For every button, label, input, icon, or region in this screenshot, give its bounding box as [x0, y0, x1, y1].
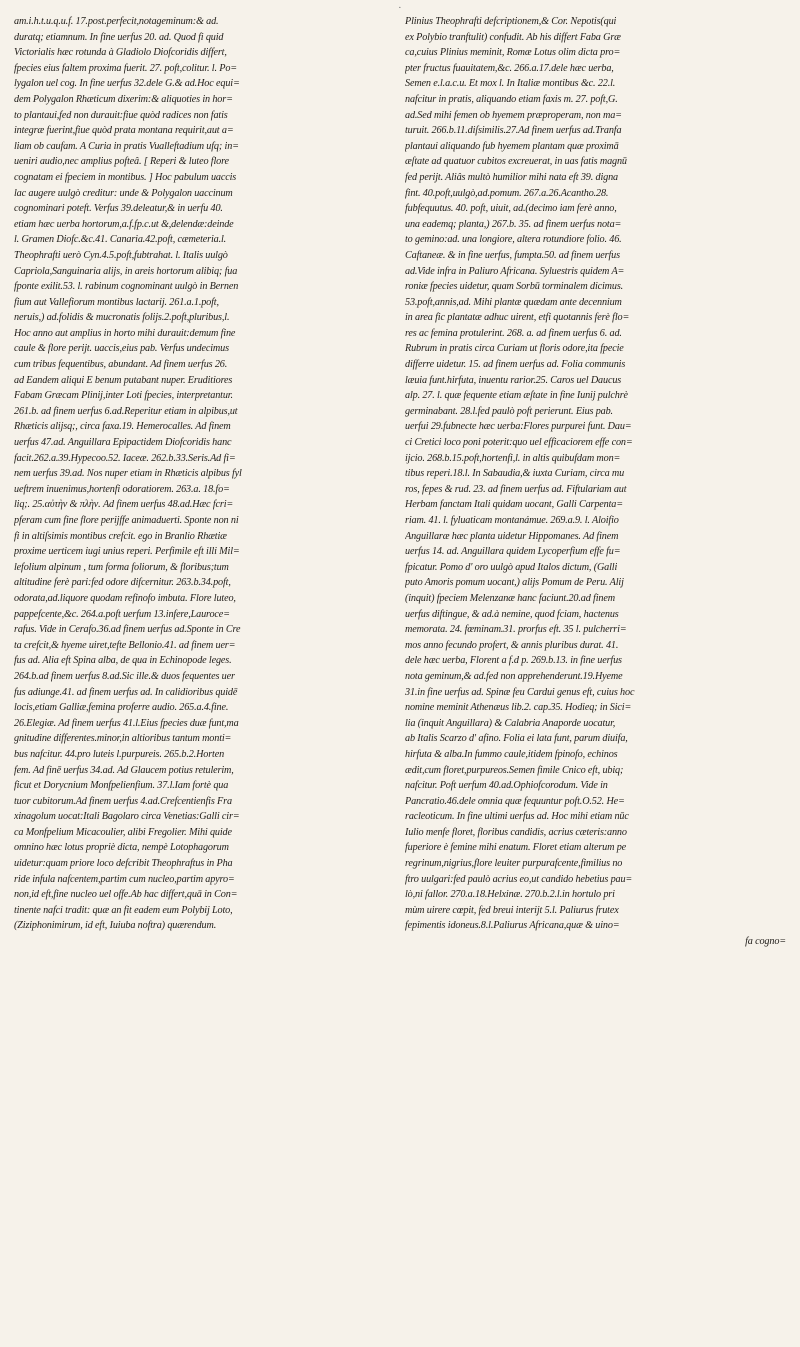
text-line: germinabant. 28.l.fed paulò poft perierunt. Eius pab. [405, 405, 613, 417]
text-line: ros, fepes & rud. 23. ad finem uerfus ad. Fiftulariam aut [405, 483, 627, 495]
text-line: Semen e.l.a.c.u. Et mox l. In Italiæ montibus &c. 22.l. [405, 78, 616, 90]
right-column [405, 14, 790, 950]
text-line: ta crefcit,& hyeme uiret,tefte Bellonio.41. ad finem uer= [14, 639, 236, 651]
text-line: memorata. 24. fœminam.31. prorfus eft. 35 l. pulcherri= [405, 624, 627, 636]
text-line: regrinum,nigrius,flore leuiter purpurafcente,fimilius no [405, 858, 623, 870]
text-line: mùm uirere cœpit, fed breui interijt 5.l. Paliurus frutex [405, 904, 619, 916]
text-line: l. Gramen Diofc.&c.41. Canaria.42.poft, cæmeteria.l. [14, 234, 227, 246]
text-line: ca,cuius Plinius meminit, Romæ Lotus olim dicta pro= [405, 47, 621, 59]
text-line: Fabam Græcam Plinij,inter Loti fpecies, interpretantur. [14, 390, 233, 402]
text-line: integræ fuerint,fiue quòd prata montana requirit,aut a= [14, 125, 234, 137]
text-line: duratq; etiamnum. In fine uerfus 20. ad. Quod fi quid [14, 31, 224, 43]
text-line: tibus reperi.18.l. In Sabaudia,& iuxta Curiam, circa mu [405, 468, 625, 480]
text-line: Rhæticis alijsq;, circa faxa.19. Hemerocalles. Ad finem [14, 421, 231, 433]
text-line: læuia funt.hirfuta, inuentu rarior.25. Caros uel Daucus [405, 374, 622, 386]
text-line: lygalon uel cog. In fine uerfus 32.dele G.& ad.Hoc equi= [14, 78, 240, 90]
text-line: Herbam fanctam Itali quidam uocant, Galli Carpenta= [405, 499, 623, 511]
text-line: to plantaui,fed non durauit:fiue quòd radices non fatis [14, 109, 228, 121]
text-line: plantaui aliquando fub hyemem plantam quæ proximā [405, 140, 619, 152]
text-line: Rubrum in pratis circa Curiam ut floris odore,ita fpecie [405, 343, 624, 355]
text-line: xinagolum uocat:Itali Bagolaro circa Venetias:Galli cir= [14, 811, 240, 823]
text-line: fpicatur. Pomo d' oro uulgò apud Italos dictum, (Galli [405, 561, 618, 573]
text-line: ad.Vide infra in Paliuro Africana. Syluestris quidem A= [405, 265, 625, 277]
text-line: lò,ni fallor. 270.a.18.Helxinæ. 270.b.2.l.in hortulo pri [405, 889, 615, 901]
text-line: proxime uerticem iugi unius reperi. Perfimile eft illi Mil= [14, 546, 240, 558]
left-column [14, 14, 399, 950]
text-line: neruis,) ad.folidis & mucronatis folijs.2.poft,pluribus,l. [14, 312, 230, 324]
text-line: tuor cubitorum.Ad finem uerfus 4.ad.Crefcentienfis Fra [14, 795, 232, 807]
text-line: 261.b. ad finem uerfus 6.ad.Reperitur etiam in alpibus,ut [14, 405, 238, 417]
text-line: ride infula nafcentem,partim cum nucleo,partim apyro= [14, 873, 235, 885]
text-line: uidetur:quam priore loco defcribit Theophraftus in Pha [14, 858, 233, 870]
text-line: fubfequutus. 40. poft, uiuit, ad.(decimo iam ferè anno, [405, 203, 617, 215]
text-line: rafus. Vide in Cerafo.36.ad finem uerfus ad.Sponte in Cre [14, 624, 241, 636]
text-line: pter fructus fuauitatem,&c. 266.a.17.dele hæc uerba, [405, 62, 614, 74]
text-line: 26.Elegiæ. Ad finem uerfus 41.l.Eius fpecies duæ funt,ma [14, 717, 239, 729]
text-line: res ac femina protulerint. 268. a. ad finem uerfus 6. ad. [405, 327, 622, 339]
text-line: fpecies eius faltem proxima fuerit. 27. poft,colitur. l. Po= [14, 62, 238, 74]
text-line: ædit,cum floret,purpureos.Semen fimile Cnico eft, ubiq; [405, 764, 624, 776]
text-line: fem. Ad finē uerfus 34.ad. Ad Glaucem potius retulerim, [14, 764, 234, 776]
text-line: (Ziziphonimirum, id eft, Iuiuba noftra) quærendum. [14, 920, 217, 932]
text-line: caule & flore perijt. uaccis,eius pab. Verfus undecimus [14, 343, 229, 355]
text-line: fepimentis idoneus.8.l.Paliurus Africana,quæ & uino= [405, 920, 620, 932]
text-line: ftro uulgari:fed paulò acrius eo,ut candido hebetius pau= [405, 873, 633, 885]
text-line: odorata,ad.liquore quodam refinofo imbuta. Flore luteo, [14, 592, 236, 604]
text-line: lac augere uulgò creditur: unde & Polygalon uaccinum [14, 187, 233, 199]
text-line: ueniri audio,nec amplius pofteâ. [ Reperi & luteo flore [14, 156, 229, 168]
text-line: gnitudine differentes.minor,in altioribus tantum monti= [14, 733, 232, 745]
text-line: racleoticum. In fine ultimi uerfus ad. Hoc mihi etiam nūc [405, 811, 629, 823]
text-line: ci Cretici loco poni poterit:quo uel efficaciorem effe con= [405, 437, 633, 449]
text-line: lia (inquit Anguillara) & Calabria Anaporde uocatur, [405, 717, 616, 729]
text-line: uerfui 29.fubnecte hæc uerba:Flores purpurei funt. Dau= [405, 421, 632, 433]
text-line: ijcio. 268.b.15.poft,hortenfi,l. in altis quibufdam mon= [405, 452, 621, 464]
text-line: nota geminum,& ad.fed non apprehenderunt.19.Hyeme [405, 670, 623, 682]
text-line: Hoc anno aut amplius in horto mihi durauit:demum fine [14, 327, 236, 339]
text-line: cognominari poteft. Verfus 39.deleatur,& in uerfu 40. [14, 203, 223, 215]
text-line: æſtate ad quatuor cubitos excreuerat, in uas fatis magnū [405, 156, 627, 168]
text-line: locis,etiam Galliæ,femina proferre audio. 265.a.4.fine. [14, 702, 229, 714]
text-line: ficut et Dorycnium Monfpelienfium. 37.l.Iam fortè qua [14, 780, 229, 792]
text-line: bus nafcitur. 44.pro luteis l.purpureis. 265.b.2.Horten [14, 748, 225, 760]
text-line: ad Eandem aliqui E benum putabant nuper. Eruditiores [14, 374, 233, 386]
text-line: Victorialis hæc rotunda à Gladiolo Diofcoridis differt, [14, 47, 227, 59]
text-line: 264.b.ad finem uerfus 8.ad.Sic ille.& duos fequentes uer [14, 670, 235, 682]
text-line: fium aut Vallefiorum montibus lactarij. 261.a.1.poft, [14, 296, 219, 308]
text-line: Pancratio.46.dele omnia quæ fequuntur poft.O.52. He= [405, 795, 625, 807]
text-line: facit.262.a.39.Hypecoo.52. Iaceæ. 262.b.33.Seris.Ad fi= [14, 452, 236, 464]
text-line: una eademq; planta,) 267.b. 35. ad finem uerfus nota= [405, 218, 622, 230]
text-line: etiam hæc uerba hortorum,a.f.fp.c.ut &,delendæ:deinde [14, 218, 234, 230]
text-line: in area fic plantatæ adhuc uirent, etfi quotannis ferè flo= [405, 312, 630, 324]
text-line: dele hæc uerba, Florent a f.d p. 269.b.13. in fine uerfus [405, 655, 622, 667]
text-line: cognatam ei fpeciem in montibus. ] Hoc pabulum uaccis [14, 171, 237, 183]
text-line: uerfus 47.ad. Anguillara Epipactidem Diofcoridis hanc [14, 437, 232, 449]
text-line: nomine meminit Athenæus lib.2. cap.35. Hodieq; in Sici= [405, 702, 632, 714]
text-line: nafcitur. Poft uerfum 40.ad.Ophiofcorodum. Vide in [405, 780, 608, 792]
text-line: fed perijt. Aliâs multò humilior mihi nata eft 39. digna [405, 171, 618, 183]
text-line: pappefcente,&c. 264.a.poft uerfum 13.infere,Lauroce= [14, 608, 230, 620]
text-line: fus ad. Alia eft Spina alba, de qua in Echinopode leges. [14, 655, 232, 667]
text-line: Capriola,Sanguinaria alijs, in areis hortorum alibiq; fua [14, 265, 238, 277]
text-line: turuit. 266.b.11.diſsimilis.27.Ad finem uerfus ad.Tranfa [405, 125, 622, 137]
text-line: tinente nafci tradit: quæ an fit eadem eum Polybij Loto, [14, 904, 233, 916]
text-line: Iulio menfe floret, floribus candidis, acrius cæteris:anno [405, 826, 627, 838]
text-line: riam. 41. l. fyluaticam montanámue. 269.a.9. l. Aloifio [405, 515, 619, 526]
text-line: fint. 40.poft,uulgò,ad.pomum. 267.a.26.Acantho.28. [405, 187, 609, 199]
text-line: dem Polygalon Rhæticum dixerim:& aliquoties in hor= [14, 93, 233, 105]
text-line: pferam cum fine flore perijffe animaduerti. Sponte non ni [14, 515, 239, 526]
text-line: omnino hæc lotus propriè dicta, nempè Lotophagorum [14, 842, 229, 854]
text-line: nafcitur in pratis, aliquando etiam faxis m. 27. poft,G. [405, 93, 618, 105]
text-line: uerfus 14. ad. Anguillara quidem Lycoperfium effe fu= [405, 546, 621, 558]
text-line: ueftrem inuenimus,hortenfi odoratiorem. 263.a. 18.fo= [14, 483, 230, 495]
text-line: fa cogno= [745, 936, 786, 948]
text-line: Caftaneæ. & in fine uerfus, fumpta.50. ad finem uerfus [405, 249, 620, 261]
text-line: to gemino:ad. una longiore, altera rotundiore folio. 46. [405, 234, 622, 246]
text-line: uerfus diftingue, & ad.à nemine, quod fciam, hactenus [405, 608, 619, 620]
text-line: Anguillaræ hæc planta uidetur Hippomanes. Ad finem [405, 530, 619, 542]
text-line: fponte exilit.53. l. rabinum cognominant uulgò in Bernen [14, 281, 239, 293]
text-line: fuperiore è femine mihi enatum. Floret etiam alterum pe [405, 842, 627, 854]
text-line: fus adiunge.41. ad finem uerfus ad. In calidioribus quidē [14, 686, 238, 698]
text-line: Plinius Theophrafti defcriptionem,& Cor. Nepotis(qui [405, 16, 617, 27]
text-line: mos anno fecundo profert, & annis pluribus durat. 41. [405, 639, 619, 651]
text-line: fi in altiſsimis montibus crefcit. ego in Branlio Rhætiæ [14, 530, 227, 542]
text-line: ca Monfpelium Micacoulier, alibi Fregolier. Mihi quide [14, 826, 232, 838]
text-line: cum tribus fequentibus, abundant. Ad finem uerfus 26. [14, 359, 228, 371]
text-columns [14, 10, 790, 950]
text-line: 31.in fine uerfus ad. Spinæ feu Cardui genus eft, cuius hoc [405, 686, 635, 698]
text-line: roniæ fpecies uidetur, quam Sorbū torminalem dicimus. [405, 281, 624, 293]
text-line: ab Italis Scarzo d' afino. Folia ei lata funt, parum diuifa, [405, 733, 628, 745]
text-line: non,id eft,fine nucleo uel offe.Ab hac differt,quā in Con= [14, 889, 238, 901]
text-line: altitudine ferè pari:fed odore difcernitur. 263.b.34.poft, [14, 577, 231, 589]
text-line: puto Amoris pomum uocant,) alijs Pomum de Peru. Alij [405, 577, 624, 589]
text-line: hirfuta & alba.In fummo caule,itidem fpinofo, echinos [405, 748, 618, 760]
text-line: 53.poft,annis,ad. Mihi plantæ quædam ante decennium [405, 296, 622, 308]
page-mark: · [398, 2, 402, 14]
text-line: differre uidetur. 15. ad finem uerfus ad. Folia communis [405, 359, 626, 371]
text-line: (inquit) fpeciem Melenzanæ hanc faciunt.20.ad finem [405, 592, 615, 604]
text-line: Theophrafti uerò Cyn.4.5.poft,fubtrahat. l. Italis uulgò [14, 249, 228, 261]
text-line: ex Polybio tranftulit) confudit. Ab his differt Faba Græ [405, 31, 621, 43]
text-line: liam ob caufam. A Curia in pratis Vualleftadium ufq; in= [14, 140, 239, 152]
text-line: ad.Sed mihi femen ob hyemem præproperam, non ma= [405, 109, 622, 121]
text-line: alp. 27. l. quæ fequente etiam æſtate in fine Iunij pulchrè [405, 390, 628, 402]
text-line: lefolium alpinum , tum forma foliorum, & floribus;tum [14, 561, 229, 573]
text-line: am.i.h.t.u.q.u.f. 17.post.perfecit,notageminum:& ad. [14, 16, 219, 27]
text-line: nem uerfus 39.ad. Nos nuper etiam in Rhæticis alpibus fyl [14, 468, 242, 480]
text-line: liq;. 25.αὐτὴν & πλὴν. Ad finem uerfus 48.ad.Hæc fcri= [14, 499, 234, 511]
